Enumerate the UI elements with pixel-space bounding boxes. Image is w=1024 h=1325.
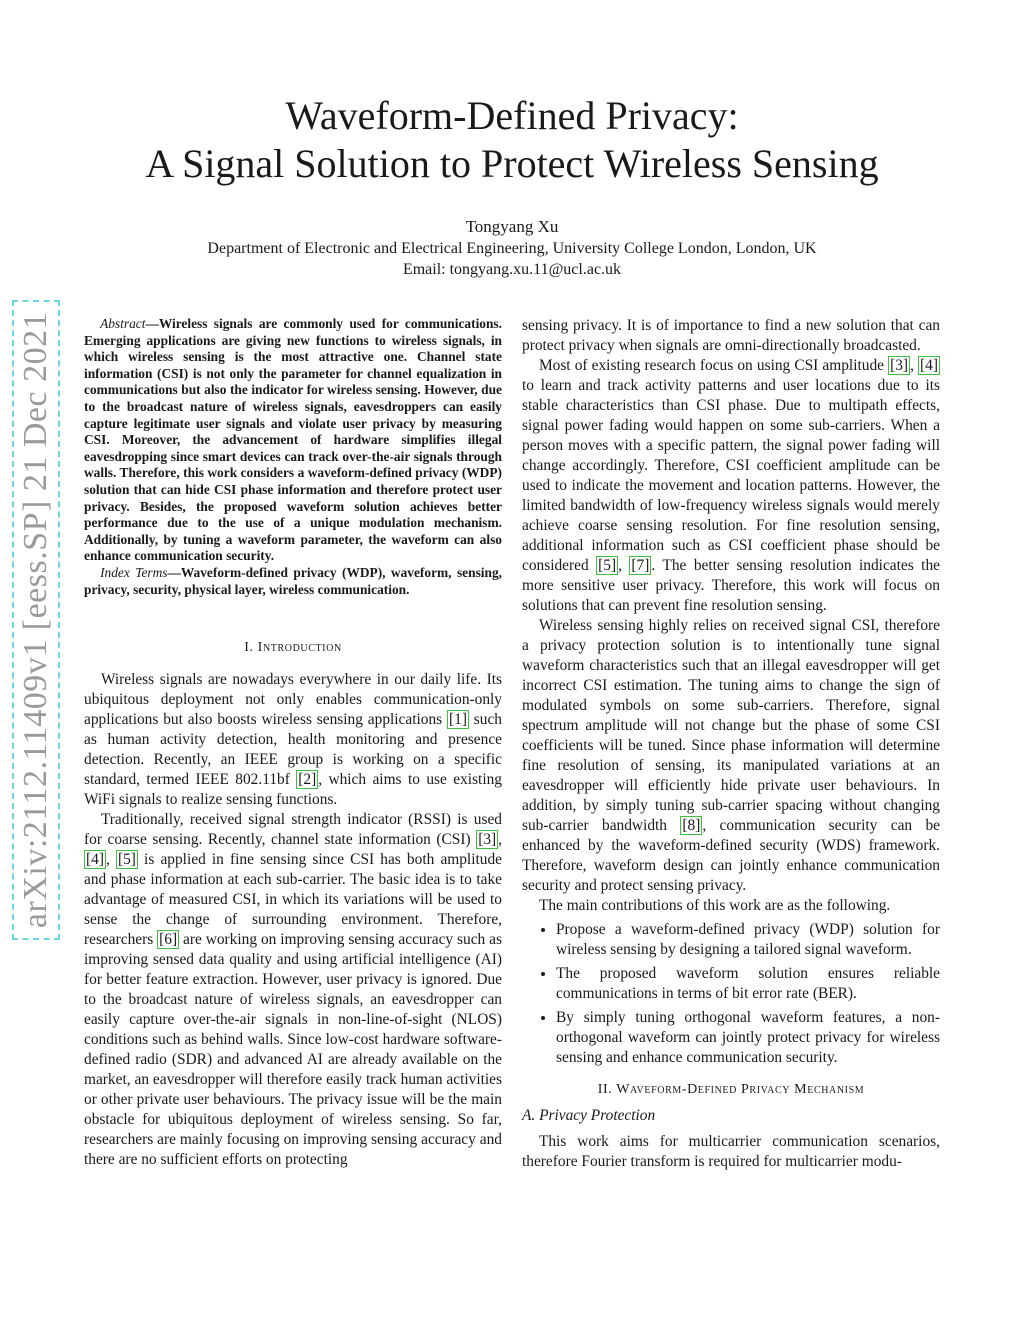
citation-link[interactable]: [5] bbox=[117, 851, 136, 869]
text-run: , bbox=[618, 557, 630, 574]
contributions-intro: The main contributions of this work are as the following. bbox=[538, 897, 891, 914]
intro-paragraph-2-cont: sensing privacy. It is of importance to find a new solution that can protect privacy when signals are omni-directionally broadcasted. bbox=[522, 317, 940, 354]
list-item: • Propose a waveform-defined privacy (WDP) solution for wireless sensing by designing a tailored signal waveform. bbox=[556, 920, 940, 960]
section-heading-wdp-mechanism: II. Waveform-Defined Privacy Mechanism bbox=[597, 1082, 865, 1097]
index-terms-text: —Waveform-defined privacy (WDP), waveform, sensing, privacy, security, physical layer, wireless communication. bbox=[84, 564, 502, 597]
citation-link[interactable]: [8] bbox=[682, 817, 701, 834]
citation-link[interactable]: [3] bbox=[890, 357, 909, 374]
list-item: • The proposed waveform solution ensures reliable communications in terms of bit error rate (BER). bbox=[556, 964, 940, 1004]
citation-link[interactable]: [4] bbox=[920, 357, 938, 374]
section2-paragraph-1: This work aims for multicarrier communication scenarios, therefore Fourier transform is required for multicarrier modu- bbox=[522, 1133, 940, 1170]
left-column bbox=[84, 316, 502, 1170]
arxiv-watermark[interactable]: arXiv:2112.11409v1 [eess.SP] 21 Dec 2021 bbox=[17, 311, 54, 929]
subsection-heading-privacy-protection: A. Privacy Protection bbox=[522, 1107, 656, 1124]
citation-link[interactable]: [7] bbox=[631, 557, 650, 574]
citation-link[interactable]: [6] bbox=[159, 931, 178, 949]
author-affiliation: Department of Electronic and Electrical Engineering, University College London, London, UK bbox=[207, 240, 817, 257]
citation-link[interactable]: [3] bbox=[478, 831, 497, 849]
citation-link[interactable]: [1] bbox=[449, 711, 467, 729]
paper-title-line-2: A Signal Solution to Protect Wireless Sensing bbox=[145, 141, 879, 186]
author-email: Email: tongyang.xu.11@ucl.ac.uk bbox=[402, 261, 622, 278]
citation-link[interactable]: [4] bbox=[86, 851, 104, 869]
text-run: , which aims to use existing WiFi signals to realize sensing functions. bbox=[84, 771, 502, 809]
title-block bbox=[0, 92, 1024, 280]
text-run: such as human activity detection, health monitoring and presence detection. Recently, an IEEE group is working on a specific standard, termed IEEE 802.11bf bbox=[84, 711, 503, 789]
text-run: Traditionally, received signal strength indicator (RSSI) is used for coarse sensing. Recently, channel state information (CSI) bbox=[84, 811, 502, 849]
text-run: , bbox=[910, 357, 919, 374]
right-column bbox=[522, 316, 940, 1172]
contributions-list bbox=[522, 920, 940, 1068]
intro-paragraph-4 bbox=[522, 616, 940, 896]
text-run: , bbox=[105, 851, 116, 869]
list-item: • By simply tuning orthogonal waveform features, a non-orthogonal waveform can jointly protect privacy for wireless sensing and enhance communication security. bbox=[556, 1008, 940, 1068]
index-terms-label: Index Terms bbox=[100, 564, 168, 580]
text-run: to learn and track activity patterns and user locations due to its stable characteristics than CSI phase. Due to multipath effects, signal power fading would happen on some sub-carriers. When a person moves with a specific pattern, the signal power fading will change accordingly. Therefore, CSI coefficient amplitude can be used to indicate the movement and location patterns. However, the limited bandwidth of low-frequency wireless signals would merely achieve coarse sensing resolution. For fine resolution sensing, additional information such as CSI coefficient phase should be considered bbox=[522, 377, 940, 574]
text-run: Wireless signals are nowadays everywhere in our daily life. Its ubiquitous deployment not only enables communication-only applications but also boosts wireless sensing applications bbox=[84, 671, 502, 729]
citation-link[interactable]: [2] bbox=[298, 771, 317, 789]
citation-link[interactable]: [5] bbox=[598, 557, 617, 574]
abstract-text: —Wireless signals are commonly used for communications. Emerging applications are giving new functions to wireless signals, in which wireless sensing is the most attractive one. Channel state information (CSI) is not only the parameter for channel equalization in communications but also the indicator for wireless sensing. However, due to the broadcast nature of wireless signals, eavesdroppers can easily capture legitimate user signals and violate user privacy by measuring CSI. Moreover, the advancement of hardware simplifies illegal eavesdropping since smart devices can track over-the-air signals through walls. Therefore, this work considers a waveform-defined privacy (WDP) solution that can hide CSI phase information and therefore protect user privacy. Besides, the proposed waveform solution achieves better performance due to the use of a unique modulation mechanism. Additionally, by tuning a waveform parameter, the waveform can also enhance communication security. bbox=[84, 316, 502, 564]
author-name: Tongyang Xu bbox=[465, 217, 559, 236]
text-run: is applied in fine sensing since CSI has both amplitude and phase information at each sub-carrier. The basic idea is to take advantage of measured CSI, in which its variations will be used to sense the change of surrounding environment. Therefore, researchers bbox=[84, 851, 502, 949]
section-heading-introduction: I. Introduction bbox=[244, 640, 342, 656]
intro-paragraph-3 bbox=[522, 356, 940, 616]
arxiv-watermark-box bbox=[12, 300, 60, 940]
paper-title-line-1: Waveform-Defined Privacy: bbox=[285, 93, 739, 138]
text-run: . The better sensing resolution indicates the more sensitive user privacy. Therefore, this work will focus on solutions that can prevent fine resolution sensing. bbox=[522, 557, 940, 614]
intro-paragraph-2 bbox=[84, 810, 502, 1170]
text-run: are working on improving sensing accuracy such as improving sensed data quality and using artificial intelligence (AI) for better feature extraction. However, user privacy is ignored. Due to the broadcast nature of wireless signals, an eavesdropper can easily capture over-the-air signals in non-line-of-sight (NLOS) conditions such as behind walls. Since low-cost hardware software-defined radio (SDR) and advanced AI are already available on the market, an eavesdropper will therefore easily track human activities or other private user behaviours. The privacy issue will be the main obstacle for ubiquitous deployment of wireless sensing. So far, researchers are mainly focusing on improving sensing accuracy and there are no sufficient efforts on protecting bbox=[84, 931, 502, 1169]
text-run: , communication security can be enhanced by the waveform-defined security (WDS) framework. Therefore, waveform design can jointly enhance communication security and protect sensing privacy. bbox=[522, 817, 940, 894]
intro-paragraph-1 bbox=[84, 670, 502, 810]
text-run: Wireless sensing highly relies on received signal CSI, therefore a privacy protection solution is to intentionally tune signal waveform characteristics such that an illegal eavesdropper will get incorrect CSI estimation. The tuning aims to change the sign of modulated symbols on some sub-carriers. Therefore, signal spectrum amplitude will not change but the phase of some CSI coefficients will be tuned. Since phase information will determine fine resolution of sensing, its manipulated variations at an eavesdropper will efficiently hide private user behaviours. In addition, by simply tuning sub-carrier spacing without changing sub-carrier bandwidth bbox=[522, 617, 940, 834]
abstract-label: Abstract bbox=[100, 316, 146, 331]
abstract bbox=[84, 316, 502, 598]
text-run: , bbox=[498, 831, 502, 849]
text-run: Most of existing research focus on using CSI amplitude bbox=[538, 357, 889, 374]
